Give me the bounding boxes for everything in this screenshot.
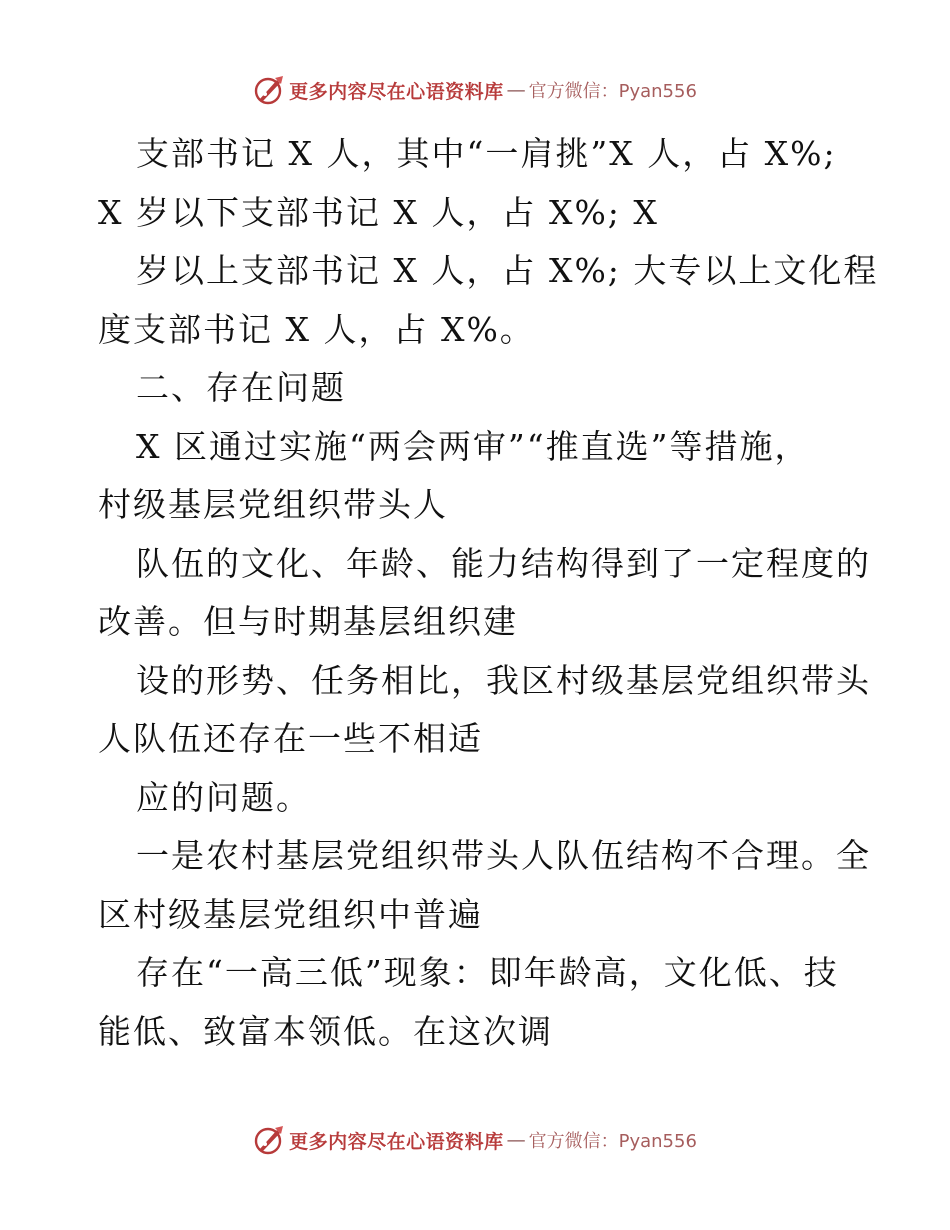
paragraph-line: 能低、致富本领低。在这次调	[98, 1011, 553, 1051]
paragraph-line: 支部书记 X 人，其中“一肩挑”X 人，占 X%;	[136, 134, 837, 173]
paragraph-line: X 岁以下支部书记 X 人，占 X%; X	[98, 192, 659, 232]
banner-separator: —	[506, 1129, 526, 1151]
document-body	[98, 125, 879, 1061]
paragraph-line: 设的形势、任务相比，我区村级基层党组织带头	[136, 660, 871, 700]
footer-watermark-banner	[0, 1120, 950, 1160]
banner-contact: 官方微信：Pyan556	[528, 81, 697, 102]
banner-title: 更多内容尽在心语资料库	[289, 80, 504, 103]
paragraph-line: 人队伍还存在一些不相适	[98, 719, 483, 758]
paragraph-line: 度支部书记 X 人，占 X%。	[98, 309, 535, 349]
banner-separator: —	[506, 79, 526, 101]
paragraph-line: 应的问题。	[136, 777, 311, 817]
paragraph-line: 存在“一高三低”现象：即年龄高，文化低、技	[136, 953, 839, 992]
paragraph-line: 区村级基层党组织中普遍	[98, 894, 483, 934]
header-watermark-banner	[0, 70, 950, 110]
feather-pen-logo-icon	[253, 74, 285, 106]
feather-pen-logo-icon	[253, 1124, 285, 1156]
paragraph-line: 岁以上支部书记 X 人，占 X%; 大专以上文化程	[136, 251, 879, 290]
paragraph-line: 村级基层党组织带头人	[98, 485, 448, 524]
paragraph-line: 一是农村基层党组织带头人队伍结构不合理。全	[136, 836, 871, 875]
paragraph-line: 队伍的文化、年龄、能力结构得到了一定程度的	[136, 543, 871, 583]
banner-contact: 官方微信：Pyan556	[528, 1131, 697, 1152]
paragraph-line: X 区通过实施“两会两审”“推直选”等措施，	[136, 426, 810, 466]
paragraph-line: 改善。但与时期基层组织建	[98, 602, 518, 641]
section-heading: 二、存在问题	[136, 368, 346, 407]
banner-title: 更多内容尽在心语资料库	[289, 1130, 504, 1153]
